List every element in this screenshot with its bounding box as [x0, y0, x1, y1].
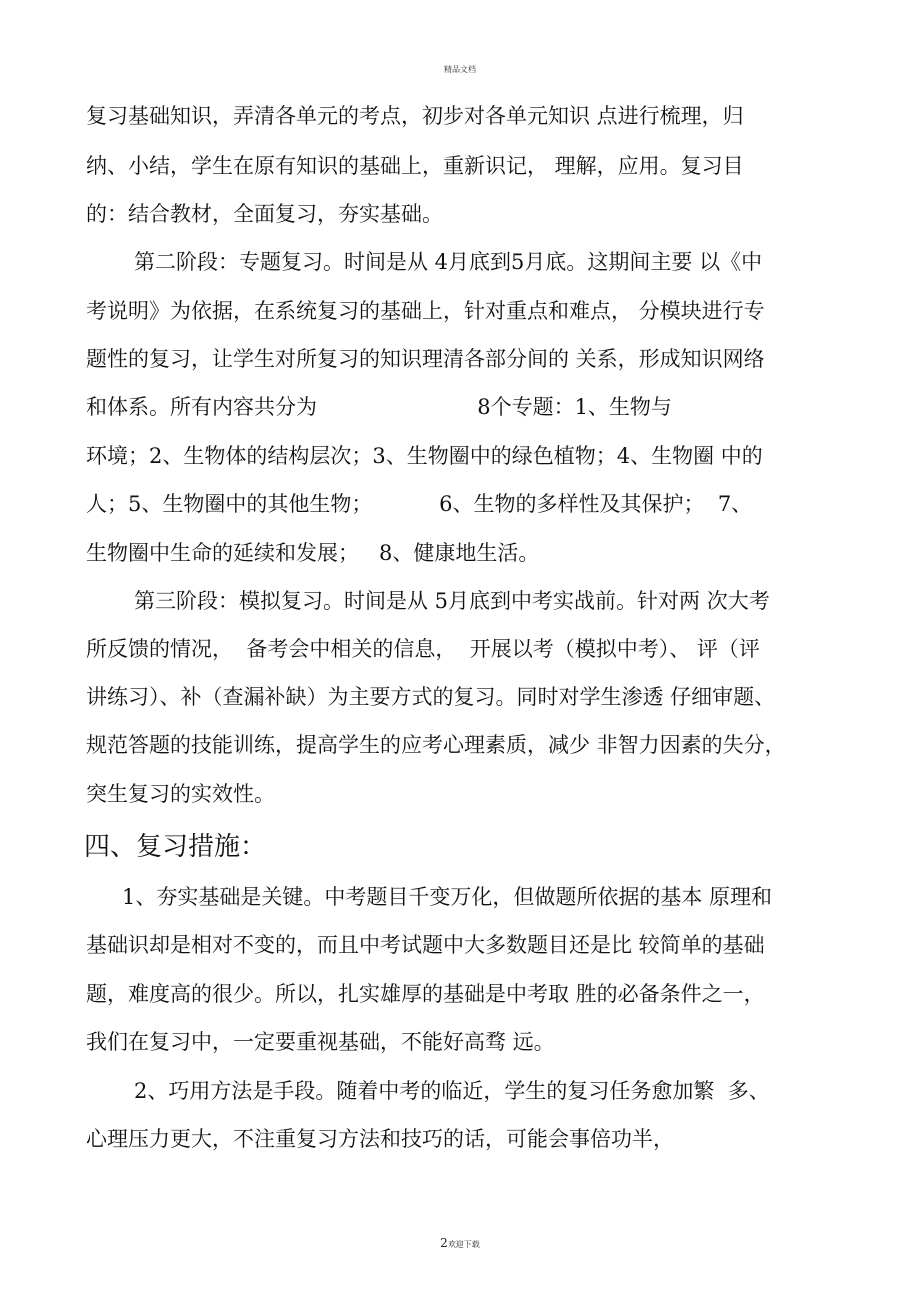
paragraph-3-line: 讲练习）、补（查漏补缺）为主要方式的复习。同时对学生渗透 仔细审题、: [86, 685, 776, 709]
paragraph-5-line: 心理压力更大，不注重复习方法和技巧的话，可能会事倍功半，: [86, 1127, 674, 1151]
paragraph-2-line: 题性的复习，让学生对所复习的知识理清各部分间的 关系，形成知识网络: [86, 347, 765, 371]
paragraph-2-line: 第二阶段：专题复习。时间是从 4月底到5月底。这期间主要 以《中: [134, 250, 763, 274]
page-number: 2: [440, 1236, 448, 1250]
paragraph-4-line: 基础识却是相对不变的，而且中考试题中大多数题目还是比 较简单的基础: [86, 933, 765, 957]
paragraph-2-line: 环境；2、生物体的结构层次；3、生物圈中的绿色植物；4、生物圈 中的: [86, 444, 763, 468]
paragraph-1-line: 纳、小结，学生在原有知识的基础上，重新识记， 理解，应用。复习目: [86, 154, 744, 178]
page-header: 精品文档: [444, 65, 476, 74]
paragraph-3-line: 规范答题的技能训练，提高学生的应考心理素质，减少 非智力因素的失分，: [86, 733, 786, 757]
paragraph-4-line: 1、夯实基础是关键。中考题目千变万化，但做题所依据的基本 原理和: [122, 885, 773, 909]
paragraph-1-line: 复习基础知识，弄清各单元的考点，初步对各单元知识 点进行梳理，归: [86, 104, 744, 128]
paragraph-3-line: 所反馈的情况， 备考会中相关的信息， 开展以考（模拟中考）、 评（评: [86, 637, 760, 661]
footer-text: 欢迎下载: [447, 1240, 480, 1249]
paragraph-4-line: 我们在复习中，一定要重视基础，不能好高骛 远。: [86, 1030, 555, 1054]
paragraph-3-line: 突生复习的实效性。: [86, 782, 275, 806]
paragraph-4-line: 题，难度高的很少。所以，扎实雄厚的基础是中考取 胜的必备条件之一，: [86, 982, 765, 1006]
paragraph-2-line: 考说明》为依据，在系统复习的基础上，针对重点和难点， 分模块进行专: [86, 299, 765, 323]
paragraph-2-line: 人；5、生物圈中的其他生物； 6、生物的多样性及其保护； 7、: [86, 492, 753, 516]
paragraph-5-line: 2、巧用方法是手段。随着中考的临近，学生的复习任务愈加繁 多、: [134, 1079, 770, 1103]
paragraph-1-line: 的：结合教材，全面复习，夯实基础。: [86, 202, 443, 226]
paragraph-2-line: 生物圈中生命的延续和发展； 8、健康地生活。: [86, 541, 540, 565]
page-footer: [0, 1236, 920, 1250]
paragraph-2-line: 和体系。所有内容共分为 8个专题：1、生物与: [86, 395, 672, 419]
section-heading: 四、复习措施：: [84, 832, 267, 862]
paragraph-3-line: 第三阶段：模拟复习。时间是从 5月底到中考实战前。针对两 次大考: [134, 589, 770, 613]
